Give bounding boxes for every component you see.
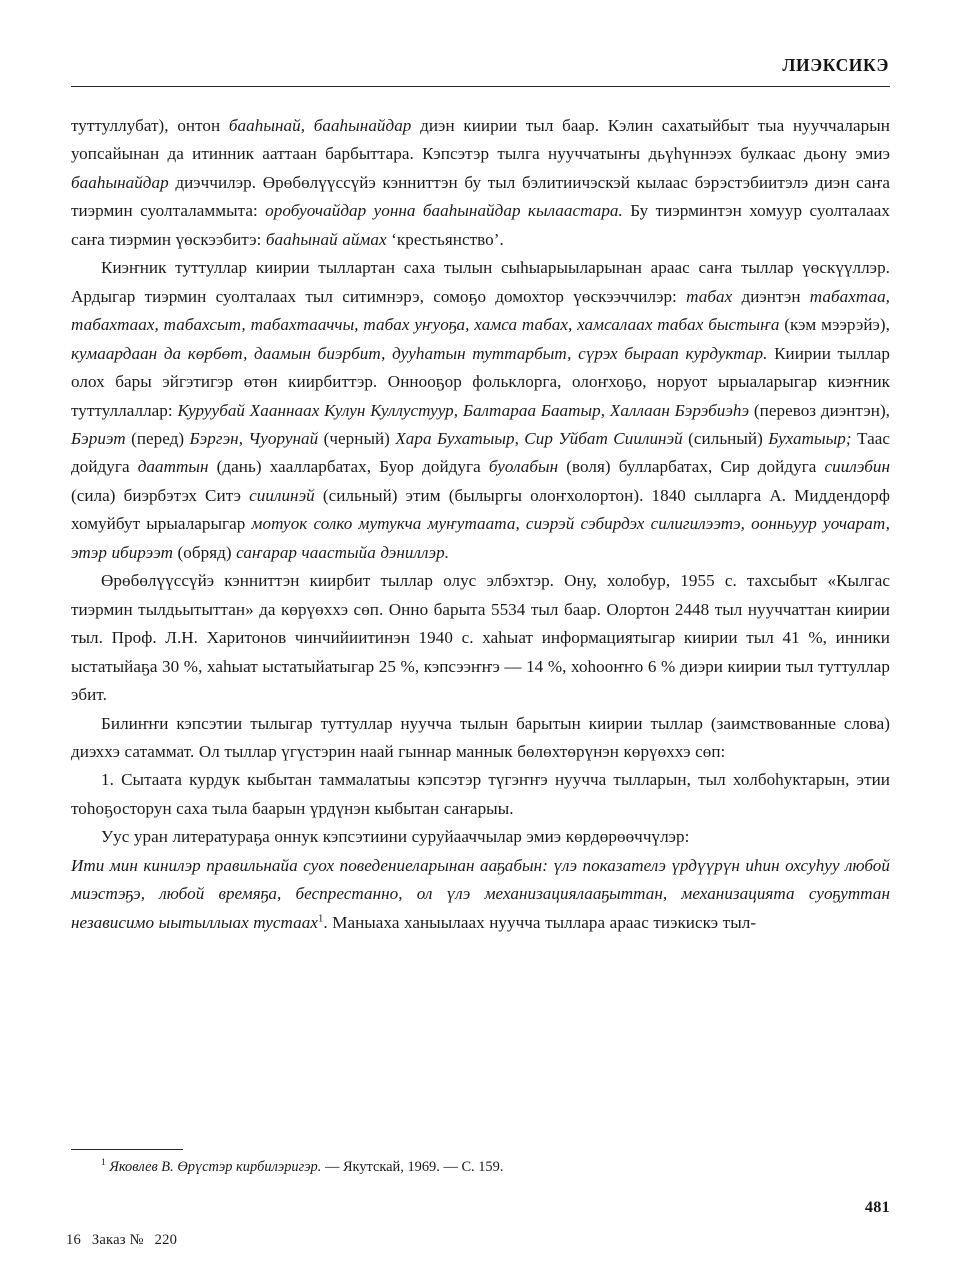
text-run: Бу тиэрминтэн хомуур суолталаах саҥа тиэрмин үөскээбитэ: — [71, 201, 890, 249]
text-run: (кэм мээрэйэ), — [779, 315, 890, 335]
footnote-dash-2: — — [443, 1159, 458, 1175]
italic-run: табахтаа, табахтаах, табахсыт, табахтааччы, табах уҥуоҕа, хамса табах, хамсалаах табах быстыҥа — [71, 286, 890, 335]
text-run: (перевоз диэнтэн), — [749, 400, 891, 420]
footnote-marker: 1 — [101, 1158, 106, 1169]
footnote-dash-1: — — [324, 1159, 340, 1175]
signature-order-number: 220 — [154, 1232, 178, 1248]
italic-run: сиилэбин — [824, 457, 890, 477]
text-run: (дань) хаалларбатах, Буор дойдуга — [208, 457, 489, 477]
italic-run: Хара Бухатыыр, Сир Уйбат Сиилинэй — [395, 428, 683, 448]
text-run: Киэҥник туттуллар киирии тыллартан саха тылын сыһыарыыларынан араас саҥа тыллар үөскүүллэр. Ардыгар тиэрмин суолталаах тыл ситимнэрэ, сомоҕо домохтор үөскээччилэр: — [71, 258, 890, 306]
italic-run: Куруубай Хааннаах Кулун Куллустуур, Балтараа Баатыр, Халлаан Бэрэбиэһэ — [177, 400, 750, 420]
footnote-place-year: Якутскай, 1969. — [342, 1159, 440, 1175]
text-run: туттуллубат), онтон — [71, 116, 229, 135]
paragraph — [71, 852, 890, 937]
text-run: (обряд) — [173, 542, 237, 562]
italic-run: Бэргэн, Чуорунай — [189, 428, 319, 448]
text-run: Киирии тыллар олох бары эйгэтигэр өтөн киирбиттэр. Оннооҕор фольклорга, олоҥхоҕо, норуот ырыаларыгар киэҥник туттуллаллар: — [71, 343, 891, 420]
text-run: (воля) булларбатах, Сир дойдуга — [558, 457, 825, 477]
italic-run: даammын — [137, 457, 209, 477]
footnote-reference: 1 — [317, 913, 324, 924]
paragraph — [71, 766, 890, 823]
text-run: Уус уран литератураҕа оннук кэпсэтиини суруйааччылар эмиэ көрдөрөөччүлэр: — [101, 827, 690, 847]
text-run: (черный) — [318, 428, 396, 448]
footnote-title: Өрүстэр кирбилэригэр. — [177, 1159, 322, 1175]
paragraph — [71, 823, 890, 851]
text-run: диэн киирии тыл баар. Кэлин сахатыйбыт тыа нууччаларын уопсайынан да итинник ааттаан барбыттара. Кэпсэтэр тылга нууччатыҥы дьүһүннээх булкаас дьону эмиэ — [71, 116, 890, 164]
footnote-author: Яковлев В. — [109, 1159, 174, 1175]
text-run: (сильный) этим (былыргы олоҥхолортон). 1840 сылларга А. Миддендорф хомуйбут ырыаларыгар — [71, 485, 890, 534]
text-run: диэнтэн — [732, 286, 810, 306]
italic-run: табах — [686, 286, 733, 306]
text-run: диэччилэр. Өрөбөлүүссүйэ кэнниттэн бу тыл бэлитиичэскэй кылаас бэрэстэбиитэлэ диэн саҥа тиэрмин суолталаммыта: — [71, 172, 890, 221]
footnote-rule — [71, 1149, 183, 1150]
signature-sheet-number: 16 — [66, 1232, 81, 1248]
italic-run: саҥарар чаастыйа дэниллэр. — [236, 542, 450, 562]
italic-run: бааһынай, бааһынайдар — [228, 116, 412, 135]
paragraph — [71, 112, 890, 254]
text-run: (перед) — [125, 428, 190, 448]
text-run: (сильный) — [682, 428, 769, 448]
italic-run: Бухатыыр; — [768, 428, 852, 448]
italic-run: бааһынай аймах — [265, 229, 387, 249]
printer-signature — [66, 1232, 184, 1249]
text-run: ‘крестьянство’. — [386, 229, 504, 249]
page-number: 481 — [864, 1198, 890, 1216]
italic-run: Ити мин кинилэр правильнайа суох поведениеларынан ааҕабын: үлэ показателэ үрдүүрүн иһин охсуһуу любой миэстэҕэ, любой времяҕа, беспрестанно, ол үлэ механизациялааҕыттан, механизацията суоҕуттан независимо ыытыллыах тустаах — [71, 855, 890, 932]
header-rule — [71, 86, 890, 87]
text-run: (сила) биэрбэтэх Ситэ — [71, 485, 250, 505]
text-run: . Маныаха ханыылаах нуучча тыллара араас тиэкискэ тыл- — [323, 912, 757, 932]
paragraph — [71, 567, 890, 709]
text-run: 1. Сытаата курдук кыбытан таммалатыы кэпсэтэр түгэҥҥэ нуучча тылларын, тыл холбоһуктарын, этии тоһоҕосторун саха тыла баарын үрдүнэн кыбытан саҥарыы. — [71, 770, 890, 818]
running-head: ЛИЭКСИКЭ — [782, 55, 889, 75]
footnote — [71, 1157, 890, 1177]
italic-run: оробуочайдар уонна бааһынайдар кылаастара. — [265, 201, 623, 221]
italic-run: Бэриэт — [71, 428, 126, 448]
paragraph — [71, 254, 890, 567]
italic-run: сиилинэй — [249, 485, 315, 505]
text-run: Таас дойдуга — [71, 428, 890, 477]
footnote-pages: С. 159. — [461, 1159, 504, 1175]
body-text-block — [71, 112, 890, 937]
italic-run: кумаардаан да көрбөт, даамын биэрбит, дууһатын туттарбыт, сүрэх быраап курдуктар. — [71, 343, 768, 363]
italic-run: бааһынайдар — [71, 172, 169, 192]
text-run: Билиҥҥи кэпсэтии тылыгар туттуллар нуучча тылын барытын киирии тыллар (заимствованные слова) диэххэ сатаммат. Ол тыллар үгүстэрин наай гыннар маннык бөлөхтөрүнэн көрүөххэ сөп: — [71, 713, 890, 761]
signature-order-label: Заказ № — [91, 1232, 144, 1248]
text-run: Өрөбөлүүссүйэ кэнниттэн киирбит тыллар олус элбэхтэр. Ону, холобур, 1955 с. тахсыбыт «Кылгас тиэрмин тылдьытыттан» да көрүөххэ сөп. Онно барыта 5534 тыл баар. Олортон 2448 тыл нууччаттан киирии тыл. Проф. Л.Н. Харитонов чинчийиитинэн 1940 с. хаһыат информациятыгар киирии тыл 41 %, инники ыстатыйаҕа 30 %, хаһыат ыстатыйатыгар 25 %, кэпсээҥҥэ — 14 %, хоһооҥҥо 6 % диэри киирии тыл туттуллар эбит. — [71, 571, 890, 705]
paragraph — [71, 710, 890, 767]
italic-run: буолабын — [488, 457, 559, 477]
italic-run: мотуок солко мутукча муҥутаата, сиэрэй сэбирдэх силигилээтэ, оонньуур уочарат, этэр ибирээт — [71, 514, 890, 562]
